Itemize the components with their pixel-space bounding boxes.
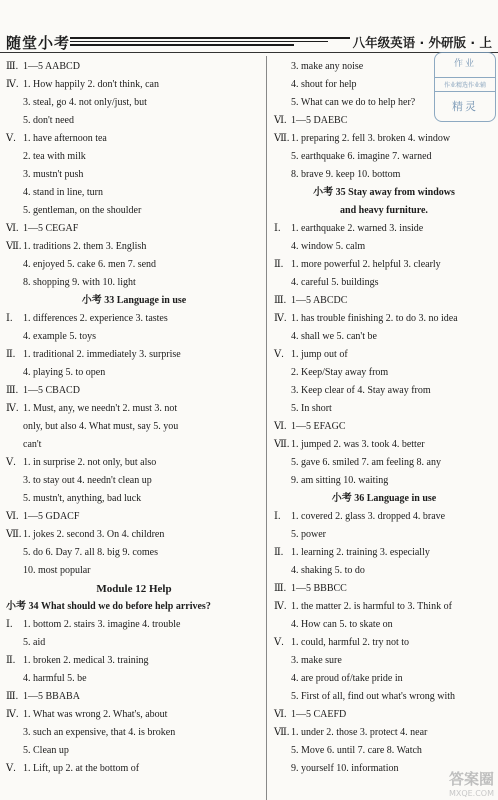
part-number: Ⅶ. [274,439,290,450]
answer-line [6,562,262,580]
answer-line [274,508,494,526]
answer-text: 1—5 CEGAF [23,223,79,234]
answer-text: 1. broken 2. medical 3. training [23,655,149,666]
answer-text: 4. example 5. toys [23,331,97,342]
answer-line [6,310,262,328]
answer-text: 1. earthquake 2. warned 3. inside [291,223,424,234]
answer-line [274,112,494,130]
answer-line [274,724,494,742]
answer-text: 4. enjoyed 5. cake 6. men 7. send [23,259,157,270]
answer-text: 3. to stay out 4. needn't clean up [23,475,152,486]
answer-text: 4. careful 5. buildings [291,277,379,288]
answer-line [6,256,262,274]
part-number: Ⅵ. [6,511,19,522]
answer-line [274,58,494,76]
part-number: Ⅵ. [6,223,19,234]
answer-text: 4. How can 5. to skate on [291,619,393,630]
part-number: Ⅵ. [274,709,287,720]
answer-text: 1. under 2. those 3. protect 4. near [291,727,428,738]
answer-text: 1. preparing 2. fell 3. broken 4. window [291,133,451,144]
answer-line [6,166,262,184]
module-heading [6,580,262,598]
answer-line [274,616,494,634]
answer-line [6,742,262,760]
answer-text: 9. am sitting 10. waiting [291,475,389,486]
answer-line [6,94,262,112]
part-number: Ⅴ. [6,763,16,774]
answer-text: 3. make sure [291,655,342,666]
answer-line [6,58,262,76]
part-number: Ⅳ. [6,79,19,90]
answer-line [6,112,262,130]
answer-text: 8. shopping 9. with 10. light [23,277,136,288]
part-number: Ⅶ. [274,727,290,738]
answer-text: 2. Keep/Stay away from [291,367,389,378]
answer-line [6,670,262,688]
answer-line [274,148,494,166]
right-answer-column [274,58,494,778]
answer-text: 1. What was wrong 2. What's, about [23,709,168,720]
answer-line [274,670,494,688]
section-heading [274,202,494,220]
part-number: Ⅳ. [274,313,287,324]
part-number: Ⅰ. [274,511,281,522]
answer-line [6,328,262,346]
answer-text: 5. gentleman, on the shoulder [23,205,142,216]
answer-text: 1—5 AABCD [23,61,80,72]
answer-text: 9. yourself 10. information [291,763,399,774]
answer-line [6,238,262,256]
answer-line [274,94,494,112]
answer-text: 1—5 CAEFD [291,709,347,720]
answer-line [274,580,494,598]
answer-line [274,364,494,382]
answer-line [6,760,262,778]
answer-text: 5. do 6. Day 7. all 8. big 9. comes [23,547,158,558]
part-number: Ⅵ. [274,115,287,126]
answer-line [6,436,262,454]
answer-text: 1. Lift, up 2. at the bottom of [23,763,140,774]
part-number: Ⅲ. [274,583,287,594]
answer-line [6,400,262,418]
answer-line [6,472,262,490]
answer-line [274,652,494,670]
answer-text: 1. have afternoon tea [23,133,107,144]
part-number: Ⅲ. [274,295,287,306]
part-number: Ⅰ. [6,313,13,324]
footer-watermark: 答案圈 MXQE.COM [448,770,494,798]
answer-text: 1. Must, any, we needn't 2. must 3. not [23,403,178,414]
answer-line [274,526,494,544]
part-number: Ⅴ. [6,457,16,468]
answer-line [274,472,494,490]
answer-text: 3. Keep clear of 4. Stay away from [291,385,431,396]
section-heading [274,490,494,508]
answer-line [274,436,494,454]
part-number: Ⅶ. [274,133,290,144]
answer-text: 1—5 ABCDC [291,295,348,306]
answer-line [6,346,262,364]
heading-text: and heavy furniture. [340,205,428,216]
book-logo: 随堂小考 [6,34,71,52]
answer-line [274,382,494,400]
answer-line [6,544,262,562]
answer-line [274,634,494,652]
heading-text: 小考 33 Language in use [81,295,187,306]
answer-text: 1. in surprise 2. not only, but also [23,457,157,468]
answer-text: 1. bottom 2. stairs 3. imagine 4. trouble [23,619,181,630]
answer-text: 1. the matter 2. is harmful to 3. Think of [291,601,452,612]
heading-text: 小考 35 Stay away from windows [313,187,455,198]
column-divider [266,56,267,800]
answer-line [6,652,262,670]
heading-text: 小考 34 What should we do before help arrives? [6,601,211,612]
answer-text: 5. power [291,529,326,540]
answer-text: 5. What can we do to help her? [291,97,416,108]
answer-line [6,220,262,238]
answer-text: 5. In short [291,403,332,414]
answer-line [6,508,262,526]
answer-text: 1. traditional 2. immediately 3. surprise [23,349,181,360]
answer-line [6,688,262,706]
answer-text: 3. mustn't push [23,169,84,180]
answer-line [6,418,262,436]
answer-text: 1—5 EFAGC [291,421,346,432]
section-heading [6,598,262,616]
answer-line [6,364,262,382]
answer-text: 5. earthquake 6. imagine 7. warned [291,151,432,162]
answer-line [6,76,262,94]
part-number: Ⅱ. [274,259,284,270]
part-number: Ⅱ. [274,547,284,558]
answer-text: 1—5 CBACD [23,385,80,396]
answer-text: 5. Clean up [23,745,69,756]
answer-line [6,526,262,544]
answer-line [6,490,262,508]
answer-line [274,346,494,364]
answer-text: 5. gave 6. smiled 7. am feeling 8. any [291,457,441,468]
answer-text: 5. Move 6. until 7. care 8. Watch [291,745,422,756]
part-number: Ⅰ. [274,223,281,234]
header-divider [0,52,498,53]
heading-text: 小考 36 Language in use [331,493,437,504]
answer-text: 4. shall we 5. can't be [291,331,377,342]
section-heading [274,184,494,202]
answer-text: 1. How happily 2. don't think, can [23,79,159,90]
answer-line [274,688,494,706]
answer-line [274,706,494,724]
left-answer-column [6,58,262,778]
answer-line [274,76,494,94]
answer-text: 1. covered 2. glass 3. dropped 4. brave [291,511,446,522]
answer-line [6,148,262,166]
answer-line [274,544,494,562]
answer-text: 1—5 BBABA [23,691,80,702]
answer-line [6,454,262,472]
section-heading [6,292,262,310]
answer-text: 3. make any noise [291,61,364,72]
answer-text: 3. such an expensive, that 4. is broken [23,727,176,738]
answer-text: 1. could, harmful 2. try not to [291,637,410,648]
answer-text: 4. stand in line, turn [23,187,103,198]
part-number: Ⅳ. [274,601,287,612]
answer-text: 5. First of all, find out what's wrong with [291,691,456,702]
answer-text: 1—5 BBBCC [291,583,347,594]
answer-line [274,418,494,436]
answer-text: 4. are proud of/take pride in [291,673,403,684]
answer-line [274,598,494,616]
answer-line [6,724,262,742]
answer-line [274,130,494,148]
answer-line [274,256,494,274]
answer-line [274,400,494,418]
page-header [0,0,498,52]
part-number: Ⅴ. [274,637,284,648]
answer-line [6,382,262,400]
answer-text: 1. more powerful 2. helpful 3. clearly [291,259,441,270]
answer-line [6,706,262,724]
part-number: Ⅲ. [6,691,19,702]
answer-text: 1. has trouble finishing 2. to do 3. no idea [291,313,458,324]
answer-text: 1. jumped 2. was 3. took 4. better [291,439,425,450]
part-number: Ⅵ. [274,421,287,432]
answer-line [274,742,494,760]
part-number: Ⅴ. [274,349,284,360]
answer-text: 1. jump out of [291,349,348,360]
answer-line [6,274,262,292]
answer-text: 1. traditions 2. them 3. English [23,241,147,252]
part-number: Ⅶ. [6,241,22,252]
part-number: Ⅶ. [6,529,22,540]
answer-text: 5. don't need [23,115,74,126]
answer-text: 1. learning 2. training 3. especially [291,547,430,558]
answer-text: 1—5 GDACF [23,511,80,522]
answer-text: 5. mustn't, anything, bad luck [23,493,142,504]
answer-text: 4. shaking 5. to do [291,565,365,576]
answer-text: 4. window 5. calm [291,241,366,252]
answer-text: can't [23,439,42,450]
answer-text: 4. shout for help [291,79,357,90]
answer-line [274,328,494,346]
part-number: Ⅲ. [6,61,19,72]
answer-text: only, but also 4. What must, say 5. you [23,421,179,432]
answer-text: 2. tea with milk [23,151,86,162]
answer-text: 10. most popular [23,565,91,576]
answer-text: 5. aid [23,637,46,648]
corner-stamp: 作业 作业精选作业辅 精灵 [434,52,496,122]
part-number: Ⅲ. [6,385,19,396]
answer-line [6,130,262,148]
answer-line [274,220,494,238]
answer-text: 4. playing 5. to open [23,367,106,378]
answer-text: 8. brave 9. keep 10. bottom [291,169,401,180]
part-number: Ⅳ. [6,403,19,414]
part-number: Ⅱ. [6,655,16,666]
part-number: Ⅱ. [6,349,16,360]
answer-line [274,454,494,472]
answer-text: 1. differences 2. experience 3. tastes [23,313,168,324]
heading-text: Module 12 Help [96,583,172,595]
answer-line [274,166,494,184]
book-title: 八年级英语 · 外研版 · 上 [352,35,492,50]
answer-text: 1. jokes 2. second 3. On 4. children [23,529,165,540]
answer-line [274,238,494,256]
answer-line [6,616,262,634]
answer-text: 1—5 DAEBC [291,115,348,126]
answer-text: 4. harmful 5. be [23,673,87,684]
answer-line [274,310,494,328]
part-number: Ⅴ. [6,133,16,144]
answer-line [6,202,262,220]
answer-line [274,292,494,310]
answer-line [6,634,262,652]
answer-line [6,184,262,202]
header-rules [70,37,350,48]
part-number: Ⅳ. [6,709,19,720]
answer-line [274,562,494,580]
answer-line [274,274,494,292]
answer-text: 3. steal, go 4. not only/just, but [23,97,147,108]
part-number: Ⅰ. [6,619,13,630]
